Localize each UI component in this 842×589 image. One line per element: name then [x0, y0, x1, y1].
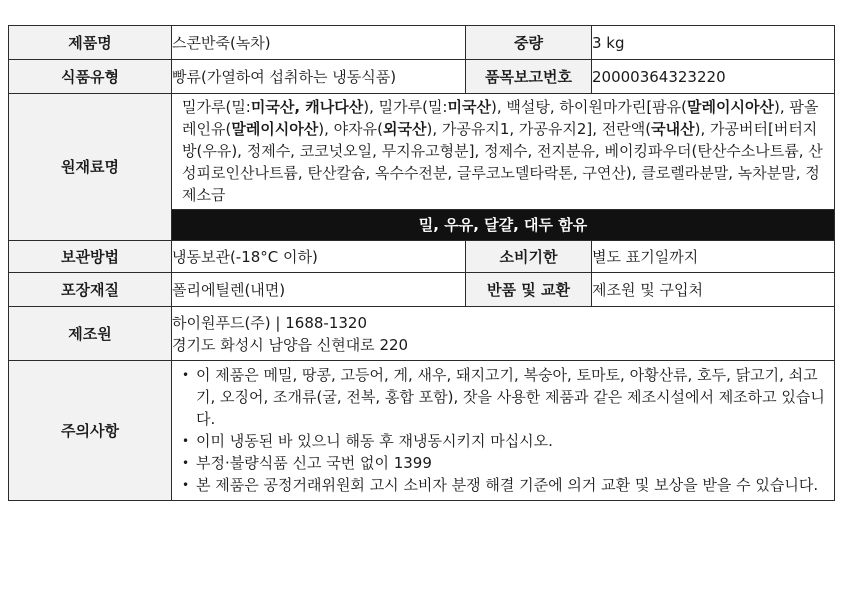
manufacturer-name-phone: 하이원푸드(주) | 1688-1320 — [172, 313, 367, 332]
ingredient-origin: 말레이시아산 — [687, 98, 774, 116]
weight-label: 중량 — [466, 26, 592, 60]
product-name-value: 스콘반죽(녹차) — [172, 26, 466, 60]
ingredient-text: ), 가공유지1, 가공유지2], 전란액( — [426, 120, 652, 138]
packaging-label: 포장재질 — [9, 273, 172, 307]
row-ingredients — [9, 94, 835, 241]
ingredient-origin: 미국산, 캐나다산 — [250, 98, 364, 116]
ingredient-origin: 미국산 — [447, 98, 491, 116]
packaging-value: 폴리에틸렌(내면) — [172, 273, 466, 307]
food-type-value: 빵류(가열하여 섭취하는 냉동식품) — [172, 60, 466, 94]
expiry-label: 소비기한 — [466, 241, 592, 273]
caution-item: • 부정·불량식품 신고 국번 없이 1399 — [182, 452, 826, 474]
storage-label: 보관방법 — [9, 241, 172, 273]
caution-item: • 이미 냉동된 바 있으니 해동 후 재냉동시키지 마십시오. — [182, 430, 826, 452]
ingredient-text: ), 팜올레인유( — [182, 98, 819, 138]
row-food-type — [9, 60, 835, 94]
cautions-label: 주의사항 — [9, 361, 172, 501]
weight-value: 3 kg — [592, 26, 835, 60]
ingredient-text: ), 밀가루(밀: — [363, 98, 448, 116]
manufacturer-value — [172, 307, 835, 361]
expiry-value: 별도 표기일까지 — [592, 241, 835, 273]
report-no-label: 품목보고번호 — [466, 60, 592, 94]
cautions-list — [172, 361, 834, 500]
ingredients-text — [172, 94, 834, 209]
row-manufacturer — [9, 307, 835, 361]
row-cautions — [9, 361, 835, 501]
product-info-table — [8, 25, 835, 501]
cautions-cell — [172, 361, 835, 501]
caution-item: • 본 제품은 공정거래위원회 고시 소비자 분쟁 해결 기준에 의거 교환 및 보상을 받을 수 있습니다. — [182, 474, 826, 496]
returns-label: 반품 및 교환 — [466, 273, 592, 307]
storage-value: 냉동보관(-18°C 이하) — [172, 241, 466, 273]
ingredients-label: 원재료명 — [9, 94, 172, 241]
ingredient-text: ), 야자유( — [318, 120, 383, 138]
ingredients-cell — [172, 94, 835, 241]
food-type-label: 식품유형 — [9, 60, 172, 94]
caution-item: • 이 제품은 메밀, 땅콩, 고등어, 게, 새우, 돼지고기, 복숭아, 토마토, 아황산류, 호두, 닭고기, 쇠고기, 오징어, 조개류(굴, 전복, 홍합 포함), 잣을 사용한 제품과 같은 제조시설에서 제조하고 있습니다. — [182, 364, 826, 430]
ingredient-origin: 외국산 — [383, 120, 427, 138]
manufacturer-label: 제조원 — [9, 307, 172, 361]
ingredient-text: ), 백설탕, 하이원마가린[팜유( — [490, 98, 688, 116]
product-name-label: 제품명 — [9, 26, 172, 60]
returns-value: 제조원 및 구입처 — [592, 273, 835, 307]
ingredient-origin: 말레이시아산 — [231, 120, 319, 138]
allergen-banner: 밀, 우유, 달걀, 대두 함유 — [172, 209, 834, 240]
manufacturer-address: 경기도 화성시 남양읍 신현대로 220 — [172, 335, 409, 354]
ingredient-text: 밀가루(밀: — [182, 98, 251, 116]
row-storage — [9, 241, 835, 273]
ingredient-origin: 국내산 — [651, 120, 695, 138]
report-no-value: 20000364323220 — [592, 60, 835, 94]
ingredient-text: ), 가공버터[버터지방(우유), 정제수, 코코넛오일, 무지유고형분], 정제수, 전지분유, 베이킹파우더(탄산수소나트륨, 산성피로인산나트륨, 탄산칼슘, 옥수수전분, 글루코노델타락톤, 구연산), 클로렐라분말, 녹차분말, 정제소금 — [182, 120, 823, 204]
row-packaging — [9, 273, 835, 307]
row-product-name — [9, 26, 835, 60]
